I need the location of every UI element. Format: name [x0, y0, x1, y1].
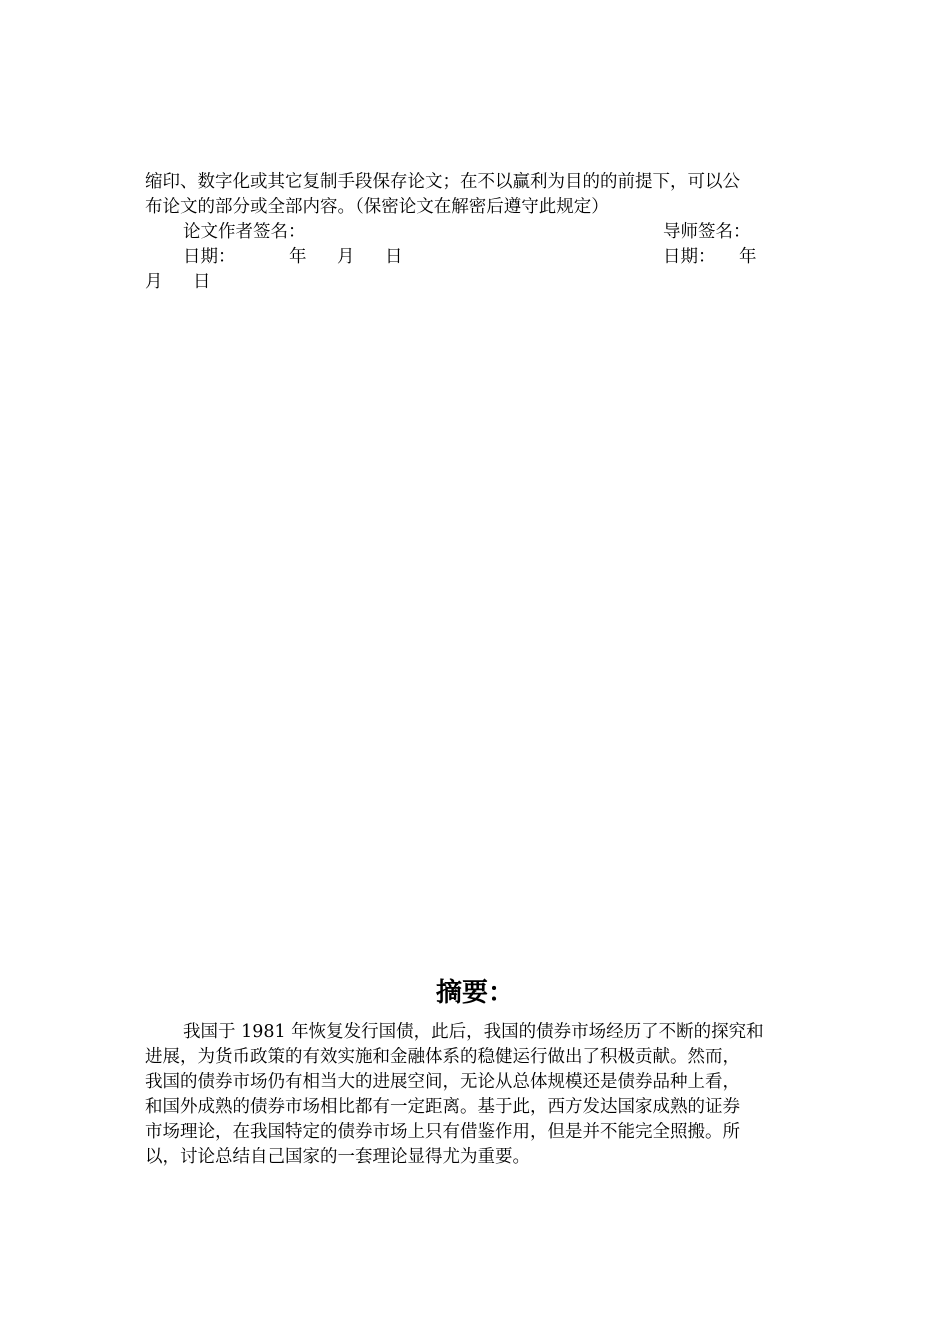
author-date-day: 日 [385, 247, 403, 267]
author-date-month: 月 [337, 247, 355, 267]
advisor-date-year: 年 [739, 247, 757, 267]
abstract-line: 我国的债券市场仍有相当大的进展空间，无论从总体规模还是债券品种上看， [145, 1072, 740, 1092]
advisor-signature-label: 导师签名： [663, 222, 751, 242]
abstract-line: 和国外成熟的债券市场相比都有一定距离。基于此，西方发达国家成熟的证券 [145, 1097, 740, 1117]
advisor-date-month: 月 [145, 272, 163, 292]
declaration-line-2: 布论文的部分或全部内容。（保密论文在解密后遵守此规定） [145, 197, 609, 217]
advisor-date-label: 日期： [663, 247, 716, 267]
abstract-line: 进展，为货币政策的有效实施和金融体系的稳健运行做出了积极贡献。然而， [145, 1047, 740, 1067]
abstract-line: 以，讨论总结自己国家的一套理论显得尤为重要。 [145, 1147, 530, 1167]
author-date-label: 日期： [183, 247, 236, 267]
author-date-year: 年 [289, 247, 307, 267]
abstract-line: 市场理论，在我国特定的债券市场上只有借鉴作用，但是并不能完全照搬。所 [145, 1122, 740, 1142]
declaration-line-1: 缩印、数字化或其它复制手段保存论文；在不以赢利为目的的前提下，可以公 [145, 172, 740, 192]
abstract-title: 摘要： [435, 978, 514, 1008]
abstract-line: 我国于 1981 年恢复发行国债，此后，我国的债券市场经历了不断的探究和 [183, 1022, 764, 1042]
author-signature-label: 论文作者签名： [183, 222, 306, 242]
advisor-date-day: 日 [193, 272, 211, 292]
